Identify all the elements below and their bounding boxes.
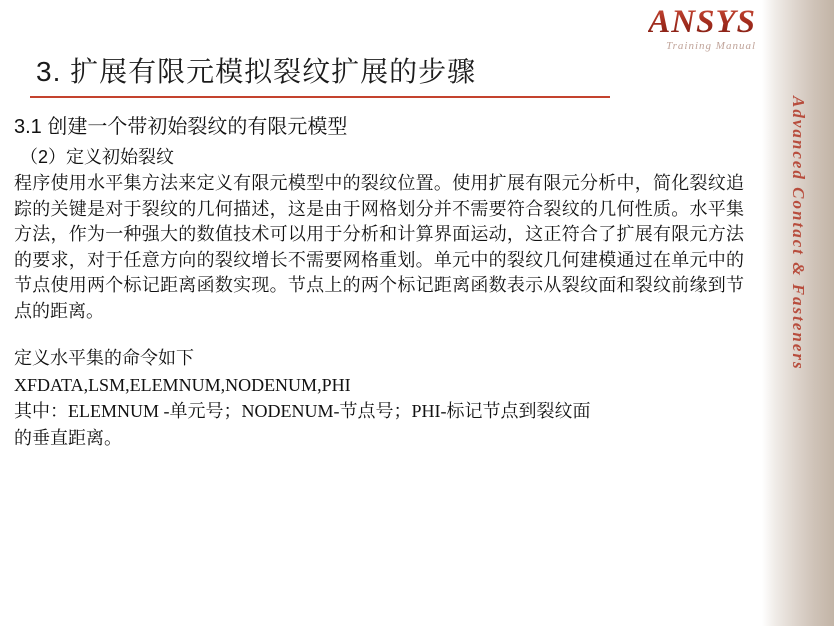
- command-note-line-2: 的垂直距离。: [14, 427, 122, 448]
- body-paragraph: 程序使用水平集方法来定义有限元模型中的裂纹位置。使用扩展有限元分析中，简化裂纹追踪的关键是对于裂纹的几何描述，这是由于网格划分并不需要符合裂纹的几何性质。水平集方法，作为一种强大的数值技术可以用于分析和计算界面运动，这正符合了扩展有限元方法的要求，对于任意方向的裂纹增长不需要网格重划。单元中的裂纹几何建模通过在单元中的节点使用两个标记距离函数实现。节点上的两个标记距离函数表示从裂纹面和裂纹前缘到节点的距离。: [14, 173, 744, 321]
- slide-body: [12, 110, 752, 452]
- slide-title: 3. 扩展有限元模拟裂纹扩展的步骤: [36, 56, 477, 87]
- decorative-right-band: [762, 0, 834, 626]
- ansys-logo: [576, 6, 756, 52]
- paragraph-spacer: [12, 324, 752, 346]
- command-intro-text: 定义水平集的命令如下: [14, 348, 194, 369]
- command-syntax-text: XFDATA,LSM,ELEMNUM,NODENUM,PHI: [14, 374, 351, 395]
- command-note-line-1: 其中：ELEMNUM -单元号；NODENUM-节点号；PHI-标记节点到裂纹面: [14, 401, 591, 422]
- ansys-logo-tagline: Training Manual: [666, 40, 756, 52]
- sidebar-vertical-text: Advanced Contact & Fasteners: [789, 96, 808, 371]
- section-heading: 3.1 创建一个带初始裂纹的有限元模型: [14, 116, 348, 138]
- title-underline-rule: [30, 96, 610, 98]
- subsection-heading: （2）定义初始裂纹: [20, 147, 175, 167]
- ansys-logo-wordmark: ANSYS: [648, 4, 756, 40]
